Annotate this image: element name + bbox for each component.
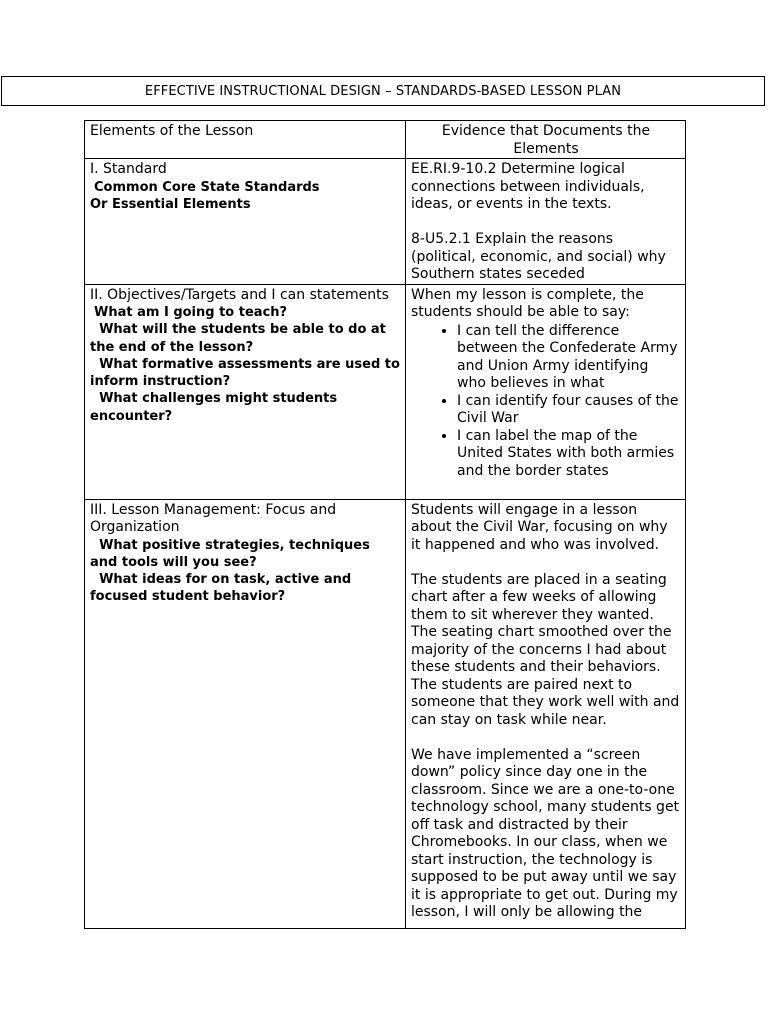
evidence-cell-management [406,499,686,928]
header-evidence: Evidence that Documents the Elements [406,121,686,159]
management-evidence-2: The students are placed in a seating chart after a few weeks of allowing them to sit wherever they wanted. The seating chart smoothed over the majority of the concerns I had about these students and their behaviors. The students are paired next to someone that they work well with and can stay on task while near. [411,571,680,728]
i-can-list [411,323,681,481]
element-cell-standard [85,159,406,285]
objectives-sub-4 [90,390,401,425]
management-sub-1-text: What positive strategies, techniques and tools will you see? [90,537,370,570]
standard-sub-1: Common Core State Standards [94,179,320,195]
management-sub-2 [90,571,401,606]
standard-sub-2: Or Essential Elements [90,196,251,212]
element-cell-management [85,499,406,928]
row-title-objectives: II. Objectives/Targets and I can statements [90,286,389,303]
document-title: EFFECTIVE INSTRUCTIONAL DESIGN – STANDARDS-BASED LESSON PLAN [144,83,622,99]
evidence-cell-objectives [406,284,686,499]
objectives-sub-4-text: What challenges might students encounter? [90,391,338,424]
row-management [85,499,686,928]
row-title-standard: I. Standard [90,161,167,177]
row-objectives [85,284,686,499]
objectives-sub-2 [90,321,401,356]
header-elements: Elements of the Lesson [85,121,406,159]
lesson-plan-table [84,120,686,929]
objectives-sub-3-text: What formative assessments are used to inform instruction? [90,356,400,390]
i-can-item: • I can label the map of the United States with both armies and the border states [457,428,681,481]
management-evidence-3: We have implemented a “screen down” policy since day one in the classroom. Since we are a one-to-one technology school, many students get off task and distracted by their Chromebooks. In our class, when we start instruction, the technology is supposed to be put away until we say it is appropriate to get out. During my lesson, I will only be allowing the [411,746,680,920]
objectives-sub-1: What am I going to teach? [94,305,288,320]
management-evidence-1: Students will engage in a lesson about the Civil War, focusing on why it happened and who was involved. [411,501,668,553]
management-sub-1 [90,537,401,572]
document-title-box [1,76,765,106]
objectives-intro: When my lesson is complete, the students should be able to say: [411,286,644,320]
management-sub-2-text: What ideas for on task, active and focused student behavior? [90,572,352,605]
evidence-cell-standard [406,159,686,285]
standard-evidence-2: 8-U5.2.1 Explain the reasons (political, economic, and social) why Southern states seceded [411,231,666,282]
objectives-sub-2-text: What will the students be able to do at the end of the lesson? [90,322,386,355]
header-row [85,121,686,159]
element-cell-objectives [85,284,406,499]
standard-evidence-1: EE.RI.9-10.2 Determine logical connections between individuals, ideas, or events in the texts. [411,161,645,212]
objectives-sub-3 [90,356,401,391]
row-title-management: III. Lesson Management: Focus and Organization [90,501,337,535]
i-can-item: • I can tell the difference between the Confederate Army and Union Army identifying who believes in what [457,323,681,393]
i-can-item: • I can identify four causes of the Civil War [457,393,681,428]
row-standard [85,159,686,285]
